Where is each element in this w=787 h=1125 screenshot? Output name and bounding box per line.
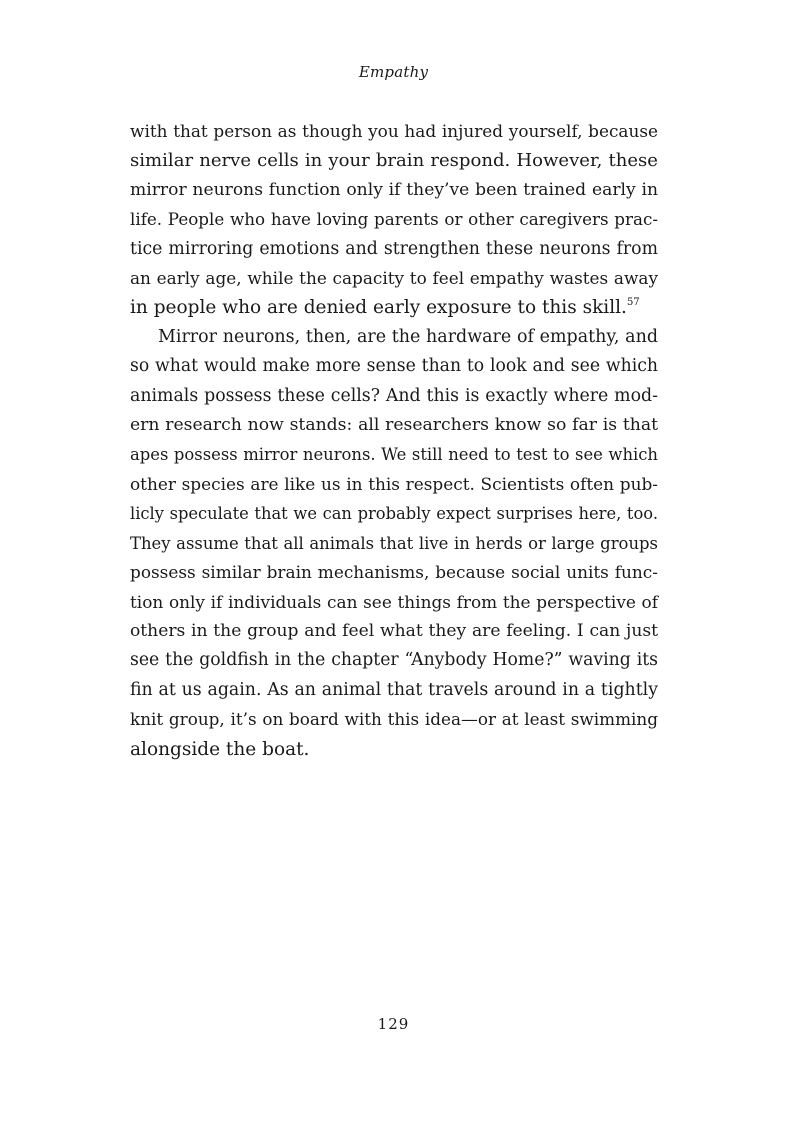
text-line: mirror neurons function only if they’ve been trained early in [130, 179, 658, 200]
text-line: They assume that all animals that live in herds or large groups [130, 533, 658, 553]
text-line: life. People who have loving parents or other caregivers prac- [130, 209, 658, 230]
text-line: licly speculate that we can probably expect surprises here, too. [130, 504, 658, 524]
text-line: tice mirroring emotions and strengthen these neurons from [130, 238, 658, 259]
text-line: possess similar brain mechanisms, because social units func- [130, 562, 658, 583]
text-line: an early age, while the capacity to feel empathy wastes away [130, 268, 658, 289]
text-line: other species are like us in this respect. Scientists often pub- [130, 473, 658, 494]
page-number: 129 [377, 1015, 410, 1033]
text-line: apes possess mirror neurons. We still need to test to see which [130, 445, 658, 465]
paragraph-last-line: alongside the boat. [130, 738, 310, 760]
text-line: so what would make more sense than to look and see which [130, 356, 658, 377]
text-line: knit group, it’s on board with this idea—or at least swimming [130, 709, 658, 730]
text-line: ern research now stands: all researchers know so far is that [130, 415, 658, 436]
text-line: with that person as though you had injured yourself, because [130, 121, 658, 141]
paragraph-first-line: Mirror neurons, then, are the hardware of empathy, and [158, 326, 658, 347]
text-line: see the goldfish in the chapter “Anybody Home?” waving its [130, 650, 658, 671]
text-line: in people who are denied early exposure to this skill. [130, 297, 627, 319]
text-line: tion only if individuals can see things from the perspective of [130, 591, 658, 612]
text-line: fin at us again. As an animal that travels around in a tightly [130, 679, 658, 700]
paragraph-last-line [130, 293, 658, 322]
footnote-reference[interactable]: 57 [626, 297, 640, 309]
body-text [130, 117, 658, 764]
text-line: others in the group and feel what they are feeling. I can just [130, 620, 658, 641]
text-line: animals possess these cells? And this is exactly where mod- [130, 385, 658, 406]
text-line: similar nerve cells in your brain respond. However, these [130, 150, 658, 172]
running-head: Empathy [358, 63, 429, 81]
